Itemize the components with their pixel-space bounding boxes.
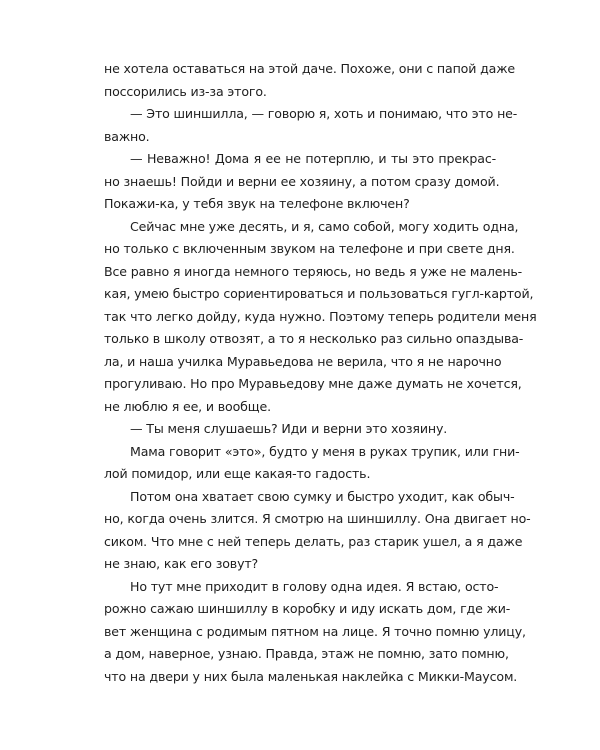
text-line: Потом она хватает свою сумку и быстро уходит, как обыч- (130, 488, 515, 504)
text-line: только в школу отвозят, а то я несколько раз сильно опаздыва- (104, 331, 524, 346)
text-line: Все равно я иногда немного теряюсь, но ведь я уже не малень- (104, 263, 523, 279)
text-line: важно. (104, 128, 150, 144)
text-line: не знаю, как его зовут? (104, 556, 259, 571)
text-line: не хотела оставаться на этой даче. Похоже, они с папой даже (104, 61, 516, 76)
text-line: — Ты меня слушаешь? Иди и верни это хозяину. (130, 421, 448, 436)
text-line: ла, и наша училка Муравьедова не верила, что я не нарочно (104, 353, 502, 369)
text-line: Покажи-ка, у тебя звук на телефоне включен? (104, 196, 410, 211)
text-line: что на двери у них была маленькая наклейка с Микки-Маусом. (104, 668, 518, 684)
text-line: рожно сажаю шиншиллу в коробку и иду искать дом, где жи- (104, 601, 511, 616)
text-line: а дом, наверное, узнаю. Правда, этаж не помню, зато помню, (104, 646, 509, 661)
text-line: так что легко дойду, куда нужно. Поэтому теперь родители меня (104, 308, 537, 324)
text-line: не люблю я ее, и вообще. (104, 398, 271, 414)
text-line: лой помидор, или еще какая-то гадость. (104, 466, 371, 481)
text-line: — Это шиншилла, — говорю я, хоть и понимаю, что это не- (130, 106, 518, 121)
text-line: — Неважно! Дома я ее не потерплю, и ты это прекрас- (130, 151, 496, 166)
text-line: прогуливаю. Но про Муравьедову мне даже думать не хочется, (104, 376, 522, 391)
text-line: Сейчас мне уже десять, и я, само собой, могу ходить одна, (130, 218, 519, 234)
text-line: но знаешь! Пойди и верни ее хозяину, а потом сразу домой. (104, 173, 500, 189)
text-line: кая, умею быстро сориентироваться и пользоваться гугл-картой, (104, 286, 534, 301)
text-line: но, когда очень злится. Я смотрю на шиншиллу. Она двигает но- (104, 511, 531, 526)
body-text (104, 58, 537, 688)
text-line: Мама говорит «это», будто у меня в руках трупик, или гни- (130, 443, 520, 459)
text-line: сиком. Что мне с ней теперь делать, раз старик ушел, а я даже (104, 533, 523, 549)
text-line: поссорились из-за этого. (104, 83, 267, 99)
text-line: но только с включенным звуком на телефоне и при свете дня. (104, 241, 515, 256)
text-line: вет женщина с родимым пятном на лице. Я точно помню улицу, (104, 623, 526, 639)
text-line: Но тут мне приходит в голову одна идея. Я встаю, осто- (130, 578, 499, 594)
